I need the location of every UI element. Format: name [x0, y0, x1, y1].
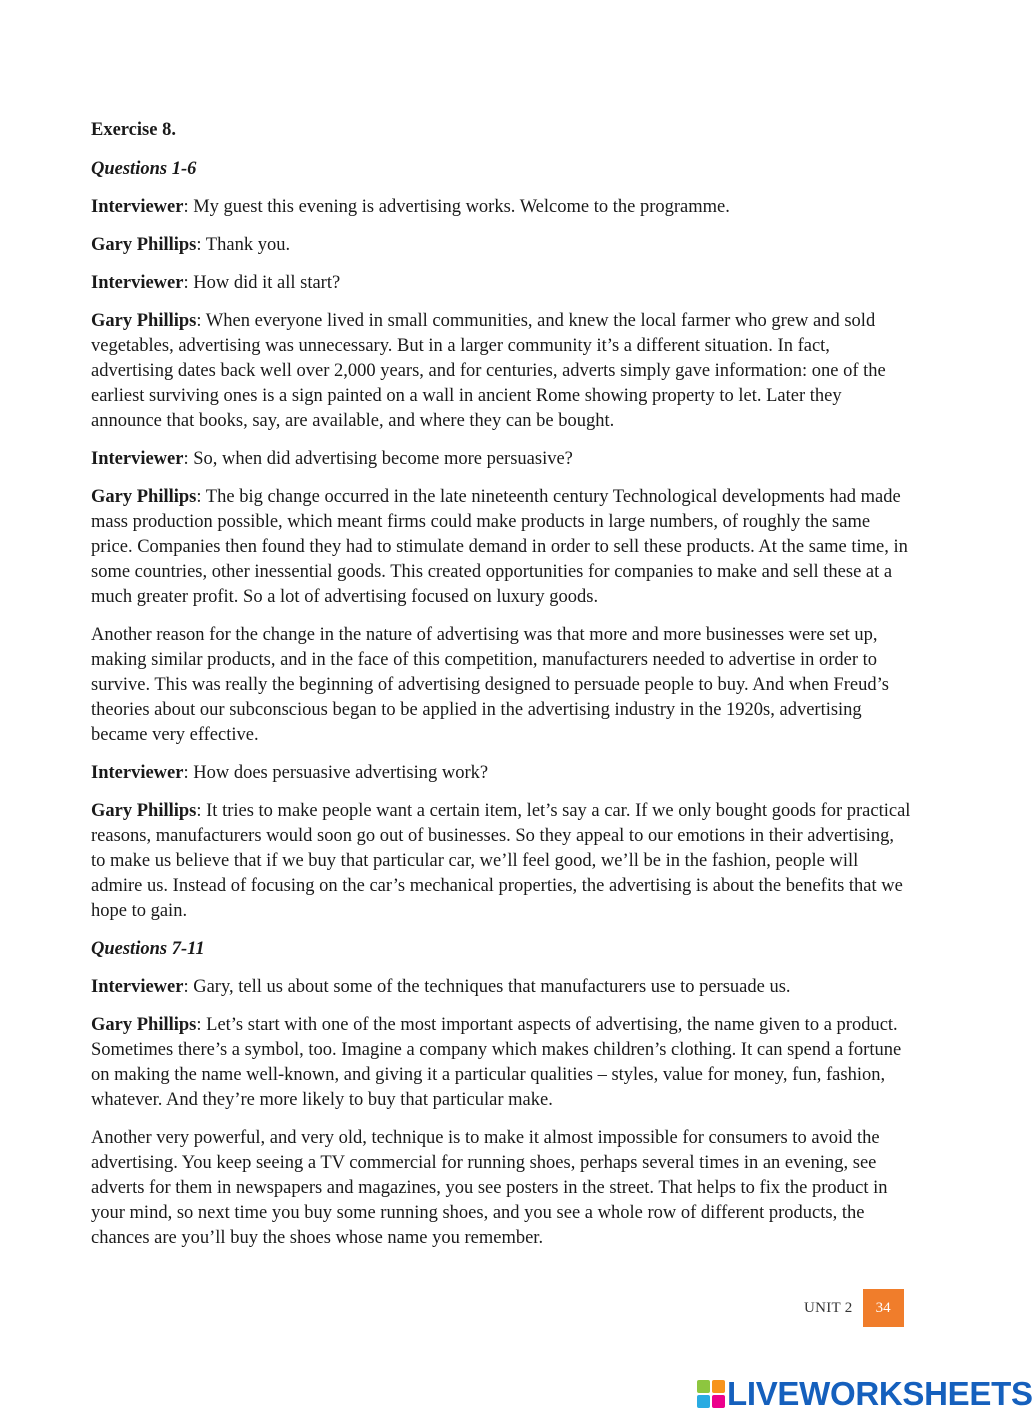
dialogue-text: : It tries to make people want a certain item, let’s say a car. If we only bought goods for practical reasons, manufacturers would soon go out of businesses. So they appeal to our emotions in their advertising, to make us believe that if we buy that particular car, we’ll feel good, we’ll be in the fashion, people will admire us. Instead of focusing on the car’s mechanical properties, the advertising is about the benefits that we hope to gain.	[91, 801, 911, 921]
dialogue-text: : How does persuasive advertising work?	[183, 763, 489, 783]
speaker-name: Interviewer	[91, 977, 184, 997]
brand-name: LIVEWORKSHEETS	[727, 1375, 1033, 1412]
dialogue-paragraph	[91, 233, 911, 258]
dialogue-text: : Thank you.	[196, 235, 291, 255]
questions-heading-1-6: Questions 1-6	[91, 159, 197, 179]
dialogue-paragraph	[91, 485, 911, 610]
dialogue-paragraph	[91, 761, 911, 786]
dialogue-paragraph	[91, 975, 911, 1000]
dialogue-text: : My guest this evening is advertising works. Welcome to the programme.	[183, 197, 730, 217]
liveworksheets-brand	[697, 1376, 1033, 1412]
speaker-name: Interviewer	[91, 197, 184, 217]
dialogue-part-2	[91, 975, 911, 1251]
dialogue-text: : Gary, tell us about some of the techniques that manufacturers use to persuade us.	[183, 977, 791, 997]
dialogue-part-1	[91, 195, 911, 924]
dialogue-paragraph	[91, 271, 911, 296]
dialogue-text: : Let’s start with one of the most important aspects of advertising, the name given to a product. Sometimes there’s a symbol, too. Imagine a company which makes children’s clothing. It can spend a fortune on making the name well-known, and giving it a particular qualities – styles, value for money, fun, fashion, whatever. And they’re more likely to buy that particular make.	[91, 1015, 902, 1110]
dialogue-paragraph	[91, 447, 911, 472]
exercise-title: Exercise 8.	[91, 120, 176, 140]
document-body	[91, 118, 911, 1264]
page-number: 34	[863, 1289, 904, 1327]
speaker-name: Interviewer	[91, 273, 184, 293]
dialogue-text: : So, when did advertising become more persuasive?	[183, 449, 573, 469]
dialogue-paragraph	[91, 309, 911, 434]
speaker-name: Gary Phillips	[91, 801, 197, 821]
speaker-name: Interviewer	[91, 449, 184, 469]
dialogue-text: : The big change occurred in the late nineteenth century Technological developments had made mass production possible, which meant firms could make products in large numbers, of roughly the same price. Companies then found they had to stimulate demand in order to sell these products. At the same time, in some countries, other inessential goods. This created opportunities for companies to make and sell these at a much greater profit. So a lot of advertising focused on luxury goods.	[91, 487, 908, 607]
speaker-name: Interviewer	[91, 763, 184, 783]
dialogue-text: : How did it all start?	[183, 273, 341, 293]
dialogue-text: Another reason for the change in the nature of advertising was that more and more businesses were set up, making similar products, and in the face of this competition, manufacturers needed to advertise in order to survive. This was really the beginning of advertising designed to persuade people to buy. And when Freud’s theories about our subconscious began to be applied in the advertising industry in the 1920s, advertising became very effective.	[91, 625, 889, 745]
dialogue-paragraph	[91, 1013, 911, 1113]
speaker-name: Gary Phillips	[91, 1015, 197, 1035]
speaker-name: Gary Phillips	[91, 311, 197, 331]
logo-square-2	[712, 1380, 725, 1393]
dialogue-text: : When everyone lived in small communities, and knew the local farmer who grew and sold vegetables, advertising was unnecessary. But in a larger community it’s a different situation. In fact, advertising dates back well over 2,000 years, and for centuries, adverts simply gave information: one of the earliest surviving ones is a sign painted on a wall in ancient Rome showing property to let. Later they announce that books, say, are available, and where they can be bought.	[91, 311, 886, 431]
dialogue-paragraph	[91, 799, 911, 924]
dialogue-paragraph	[91, 1126, 911, 1251]
logo-square-4	[712, 1395, 725, 1408]
liveworksheets-logo-icon	[697, 1380, 725, 1408]
dialogue-paragraph	[91, 623, 911, 748]
dialogue-text: Another very powerful, and very old, technique is to make it almost impossible for consumers to avoid the advertising. You keep seeing a TV commercial for running shoes, perhaps several times in an evening, see adverts for them in newspapers and magazines, you see posters in the street. That helps to fix the product in your mind, so next time you buy some running shoes, and you see a whole row of different products, the chances are you’ll buy the shoes whose name you remember.	[91, 1128, 888, 1248]
logo-square-1	[697, 1380, 710, 1393]
dialogue-paragraph	[91, 195, 911, 220]
unit-label: UNIT 2	[804, 1299, 853, 1316]
logo-square-3	[697, 1395, 710, 1408]
page-footer	[804, 1289, 904, 1327]
questions-heading-7-11: Questions 7-11	[91, 939, 205, 959]
speaker-name: Gary Phillips	[91, 235, 197, 255]
speaker-name: Gary Phillips	[91, 487, 197, 507]
